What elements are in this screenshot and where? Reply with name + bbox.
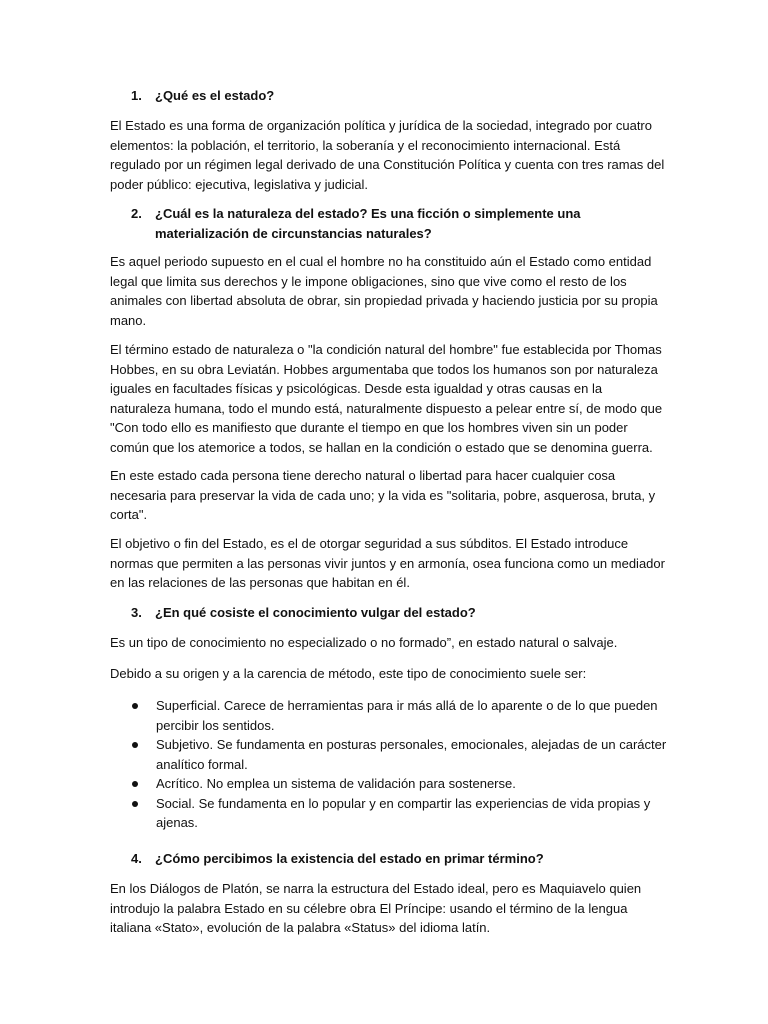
question-4 xyxy=(131,849,671,869)
list-item xyxy=(110,696,670,735)
question-1 xyxy=(131,86,671,106)
paragraph: El objetivo o fin del Estado, es el de otorgar seguridad a sus súbditos. El Estado introduce normas que permiten a las personas vivir juntos y en armonía, osea funciona como un mediador en las relaciones de las personas que habitan en él. xyxy=(110,536,665,590)
bullet-list xyxy=(110,696,670,833)
bullet-icon xyxy=(132,781,138,787)
list-item xyxy=(110,774,670,794)
question-text: ¿Qué es el estado? xyxy=(155,88,275,103)
question-number: 1. xyxy=(131,88,142,103)
list-item-text: Acrítico. No emplea un sistema de validación para sostenerse. xyxy=(156,776,516,791)
list-item-text: Superficial. Carece de herramientas para ir más allá de lo aparente o de lo que pueden percibir los sentidos. xyxy=(156,698,658,733)
question-text: ¿Cómo percibimos la existencia del estado en primar término? xyxy=(155,851,544,866)
paragraph: El Estado es una forma de organización política y jurídica de la sociedad, integrado por cuatro elementos: la población, el territorio, la soberanía y el reconocimiento internacional. Está regulado por un régimen legal derivado de una Constitución Política y cuenta con tres ramas del poder público: ejecutiva, legislativa y judicial. xyxy=(110,118,665,192)
question-text: ¿Cuál es la naturaleza del estado? Es una ficción o simplemente una materialización de circunstancias naturales? xyxy=(155,206,581,241)
list-item xyxy=(110,794,670,833)
bullet-icon xyxy=(132,742,138,748)
question-3 xyxy=(131,603,671,623)
paragraph: En los Diálogos de Platón, se narra la estructura del Estado ideal, pero es Maquiavelo quien introdujo la palabra Estado en su célebre obra El Príncipe: usando el término de la lengua italiana «Stato», evolución de la palabra «Status» del idioma latín. xyxy=(110,881,642,935)
paragraph: El término estado de naturaleza o "la condición natural del hombre" fue establecida por Thomas Hobbes, en su obra Leviatán. Hobbes argumentaba que todos los humanos son por naturaleza iguales en facultades físicas y psicológicas. Desde esta igualdad y otras causas en la naturaleza humana, todo el mundo está, naturalmente dispuesto a pelear entre sí, de modo que "Con todo ello es manifiesto que durante el tiempo en que los hombres viven sin un poder común que los atemorice a todos, se hallan en la condición o estado que se denomina guerra. xyxy=(110,342,663,455)
question-number: 2. xyxy=(131,206,142,221)
question-number: 4. xyxy=(131,851,142,866)
bullet-icon xyxy=(132,703,138,709)
list-item-text: Subjetivo. Se fundamenta en posturas personales, emocionales, alejadas de un carácter analítico formal. xyxy=(156,737,667,772)
paragraph: En este estado cada persona tiene derecho natural o libertad para hacer cualquier cosa necesaria para preservar la vida de cada uno; y la vida es "solitaria, pobre, asquerosa, bruta, y corta". xyxy=(110,468,656,522)
paragraph: Es un tipo de conocimiento no especializado o no formado”, en estado natural o salvaje. xyxy=(110,635,618,650)
bullet-icon xyxy=(132,801,138,807)
list-item xyxy=(110,735,670,774)
question-text: ¿En qué cosiste el conocimiento vulgar del estado? xyxy=(155,605,476,620)
paragraph: Es aquel periodo supuesto en el cual el hombre no ha constituido aún el Estado como entidad legal que limita sus derechos y le impone obligaciones, sino que vive como el resto de los animales con libertad absoluta de obrar, sin propiedad privada y haciendo justicia por su propia mano. xyxy=(110,254,658,328)
list-item-text: Social. Se fundamenta en lo popular y en compartir las experiencias de vida propias y ajenas. xyxy=(156,795,651,830)
question-2 xyxy=(131,204,671,243)
paragraph: Debido a su origen y a la carencia de método, este tipo de conocimiento suele ser: xyxy=(110,666,587,681)
question-number: 3. xyxy=(131,605,142,620)
